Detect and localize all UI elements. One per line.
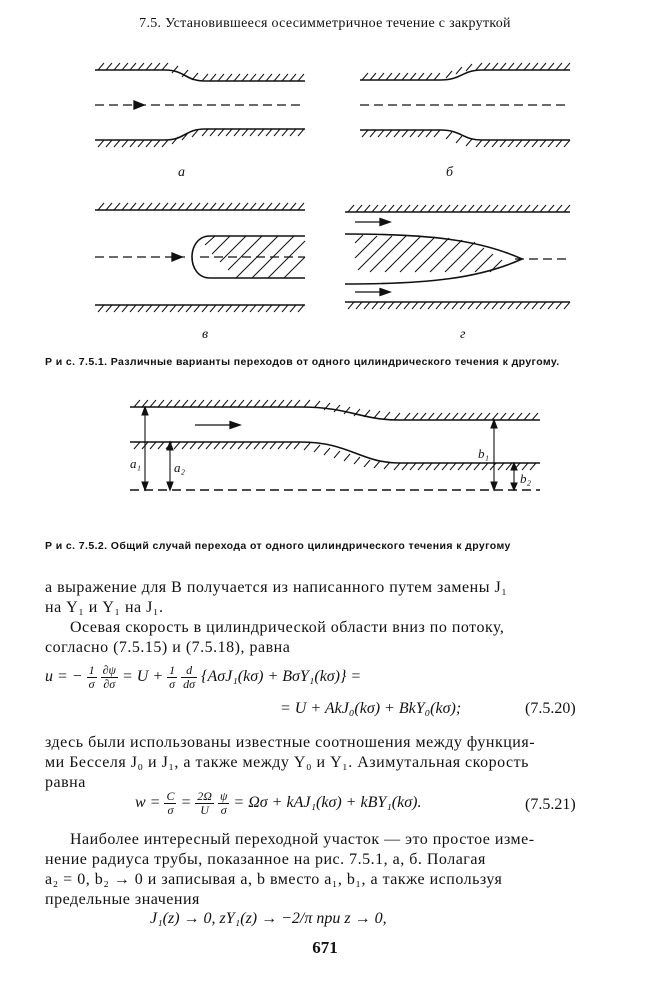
eq1-fraction-4: $\frac{d}{d\sigma}$ [183, 663, 196, 691]
label-b: б [446, 165, 454, 180]
eq2-lhs: w = [135, 794, 161, 812]
dim-a2 [167, 482, 173, 490]
equation-7-5-20-number: (7.5.20) [525, 700, 576, 717]
eq1-fraction-1: $\frac{1}{\sigma}$ [88, 663, 95, 691]
paragraph-4-line-3: a₂ = 0, b₂ → 0 и записывая a, b вместо a₁, b₁, а также используя [45, 871, 503, 888]
panel-b-top-wall [360, 70, 570, 80]
panel-d-arrow-bottom [380, 289, 390, 296]
equation-7-5-20-line-2: = U + AkJ₀(kσ) + BkY₀(kσ); [280, 700, 462, 717]
panel-d-arrow-top [380, 219, 390, 226]
dim-a1 [142, 482, 148, 490]
eq2-fraction-2: $\frac{2\Omega}{U}$ [197, 789, 212, 817]
outer-wall-hatch [134, 400, 538, 420]
panel-a-top-wall [95, 70, 305, 81]
panel-c-arrow [172, 253, 182, 261]
paragraph-1-line-2: на Y₁ и Y₁ на J₁. [45, 599, 164, 616]
label-a: а [178, 165, 185, 180]
dim-b1 [491, 482, 497, 490]
equation-7-5-20-line-1 [45, 664, 361, 691]
eq1-fraction-3: $\frac{1}{\sigma}$ [169, 663, 176, 691]
label-a2: a₂ [174, 460, 186, 475]
equation-7-5-21 [135, 790, 421, 817]
eq1-fraction-2: $\frac{\partial\psi}{\partial\sigma}$ [102, 663, 116, 691]
figure-7-5-2-caption: Р и с. 7.5.2. Общий случай перехода от одного цилиндрического течения к другому [45, 540, 511, 552]
page-number: 671 [312, 938, 338, 957]
eq2-equals: = [180, 794, 192, 812]
panel-a-arrow [134, 101, 144, 109]
paragraph-1-line-1: а выражение для B получается из написанного путем замены J₁ [45, 579, 508, 596]
flow-arrow [230, 422, 240, 429]
eq2-rhs: = Ωσ + kAJ₁(kσ) + kBY₁(kσ). [233, 794, 422, 812]
paragraph-2-line-1: Осевая скорость в цилиндрической области вниз по потоку, [70, 619, 505, 636]
panel-a-bottom-wall [95, 129, 305, 140]
label-d: г [460, 327, 466, 342]
paragraph-3-line-1: здесь были использованы известные соотношения между функция- [45, 734, 536, 751]
eq1-mid: = U + [121, 668, 164, 686]
eq2-fraction-3: $\frac{\psi}{\sigma}$ [219, 789, 228, 817]
eq1-lhs: u = − [45, 668, 83, 686]
figure-7-5-1 [0, 0, 650, 360]
figure-7-5-1-caption: Р и с. 7.5.1. Различные варианты переходов от одного цилиндрического течения к другому. [45, 356, 560, 368]
dim-b2 [511, 483, 517, 490]
paragraph-4-line-4: предельные значения [45, 891, 200, 908]
paragraph-3-line-3: равна [45, 774, 86, 791]
label-c: в [202, 327, 209, 342]
paragraph-4-line-1: Наиболее интересный переходной участок — это простое изме- [70, 831, 535, 848]
eq2-fraction-1: $\frac{C}{\sigma}$ [166, 789, 175, 817]
equation-limits: J₁(z) → 0, zY₁(z) → −2/π при z → 0, [150, 910, 387, 927]
paragraph-3-line-2: ми Бесселя J₀ и J₁, а также между Y₀ и Y₁. Азимутальная скорость [45, 754, 529, 771]
label-b2: b₂ [520, 471, 532, 486]
eq1-rhs: {AσJ₁(kσ) + BσY₁(kσ)} = [201, 668, 362, 686]
panel-b-bottom-wall [360, 130, 570, 140]
paragraph-2-line-2: согласно (7.5.15) и (7.5.18), равна [45, 639, 291, 656]
figure-7-5-2 [0, 380, 650, 530]
outer-wall [130, 407, 540, 420]
label-a1: a₁ [130, 456, 142, 471]
paragraph-4-line-2: нение радиуса трубы, показанное на рис. 7.5.1, а, б. Полагая [45, 851, 486, 868]
label-b1: b₁ [478, 446, 490, 461]
equation-7-5-21-number: (7.5.21) [525, 796, 576, 813]
running-header: 7.5. Установившееся осесимметричное течение с закруткой [139, 16, 511, 31]
